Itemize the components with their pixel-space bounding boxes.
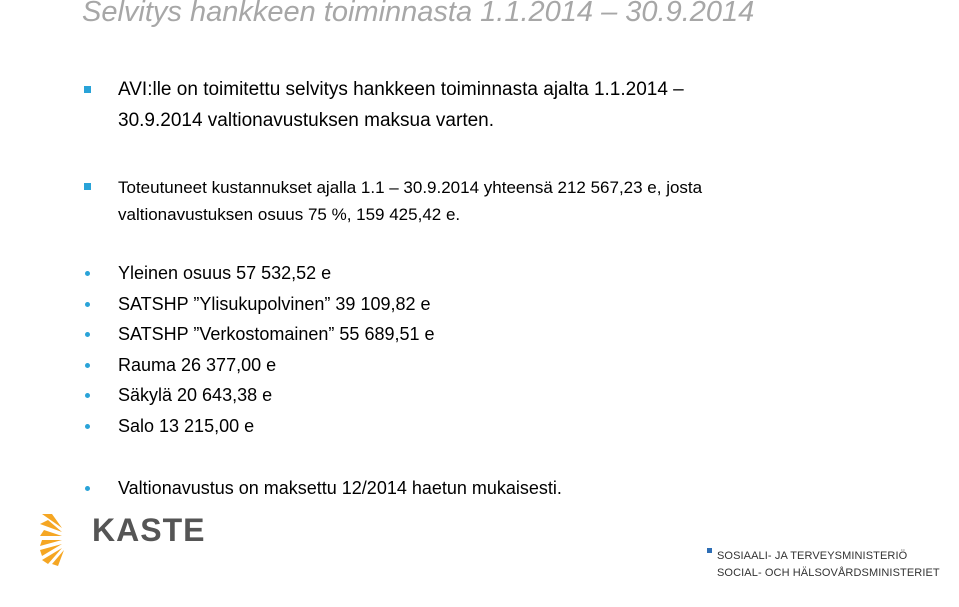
sub-bullet-text: Säkylä 20 643,38 e (118, 385, 273, 405)
dot-bullet-icon (85, 363, 90, 368)
main-bullet-1 (84, 74, 944, 136)
sub-bullet-text: Rauma 26 377,00 e (118, 355, 277, 375)
kaste-rays-icon (38, 510, 88, 566)
final-bullet-text: Valtionavustus on maksettu 12/2014 haetun mukaisesti. (118, 478, 562, 498)
sub-bullet-5 (84, 380, 944, 411)
square-bullet-icon (84, 86, 91, 93)
ministry-logo (705, 545, 945, 585)
main-bullet-2-line-2: valtionavustuksen osuus 75 %, 159 425,42 e. (118, 205, 461, 224)
dot-bullet-icon (85, 424, 90, 429)
sub-bullet-6 (84, 411, 944, 442)
dot-bullet-icon (85, 393, 90, 398)
kaste-wordmark: KASTE (92, 512, 206, 548)
sub-bullet-text: Salo 13 215,00 e (118, 416, 255, 436)
page-title: Selvitys hankkeen toiminnasta 1.1.2014 – 30.9.2014 (82, 0, 755, 28)
square-bullet-icon (84, 183, 91, 190)
sub-bullet-1 (84, 258, 944, 289)
sub-bullet-2 (84, 289, 944, 320)
dot-bullet-icon (85, 302, 90, 307)
ministry-name-finnish: SOSIAALI- JA TERVEYSMINISTERIÖ (717, 550, 908, 562)
sub-bullet-text: Yleinen osuus 57 532,52 e (118, 263, 332, 283)
main-bullet-2-line-1: Toteutuneet kustannukset ajalla 1.1 – 30.9.2014 yhteensä 212 567,23 e, josta (118, 178, 703, 197)
main-bullet-2 (84, 174, 944, 228)
dot-bullet-icon (85, 271, 90, 276)
kaste-logo (38, 510, 208, 566)
sub-bullet-4 (84, 350, 944, 381)
sub-bullet-3 (84, 319, 944, 350)
ministry-name-swedish: SOCIAL- OCH HÄLSOVÅRDSMINISTERIET (717, 567, 940, 579)
dot-bullet-icon (85, 486, 90, 491)
main-bullet-1-line-2: 30.9.2014 valtionavustuksen maksua varten. (118, 110, 495, 131)
sub-bullet-text: SATSHP ”Ylisukupolvinen” 39 109,82 e (118, 294, 431, 314)
ministry-square-icon (707, 548, 712, 553)
final-bullet (84, 473, 944, 504)
main-bullet-1-line-1: AVI:lle on toimitettu selvitys hankkeen toiminnasta ajalta 1.1.2014 – (118, 79, 684, 100)
sub-bullet-text: SATSHP ”Verkostomainen” 55 689,51 e (118, 324, 435, 344)
dot-bullet-icon (85, 332, 90, 337)
